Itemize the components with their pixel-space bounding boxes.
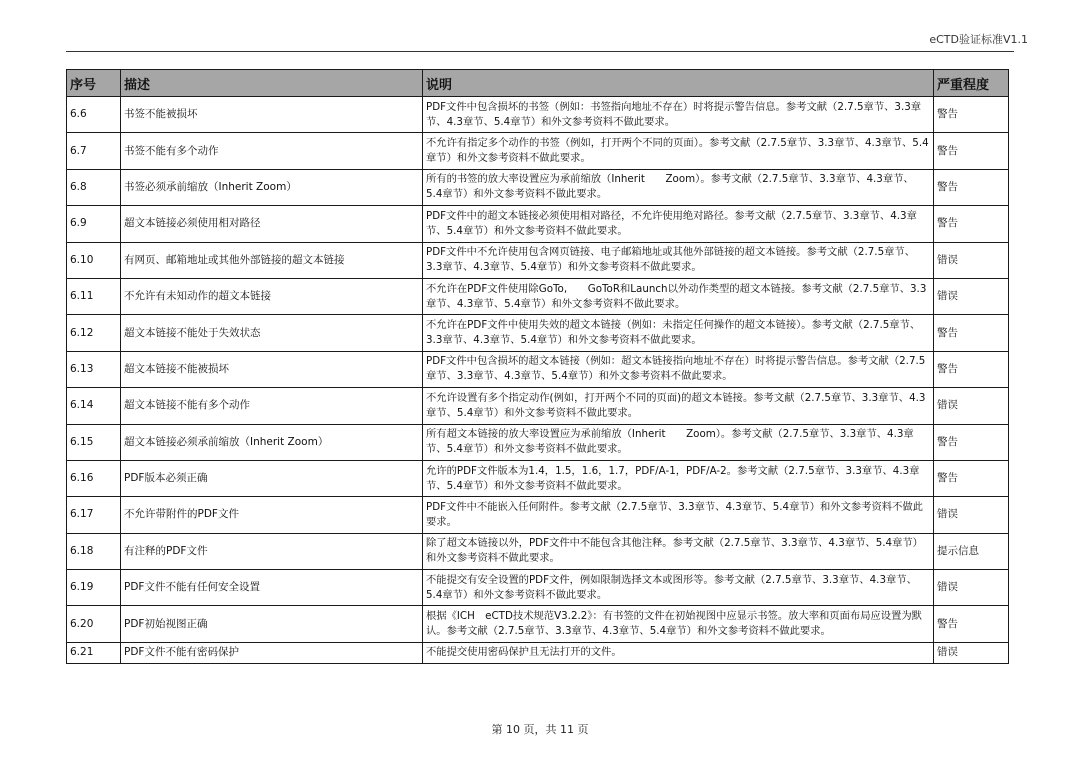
cell-description: 书签不能被损坏 xyxy=(121,97,423,133)
cell-severity: 错误 xyxy=(934,570,1009,606)
cell-severity: 警告 xyxy=(934,206,1009,242)
cell-severity: 警告 xyxy=(934,97,1009,133)
column-header-explanation: 说明 xyxy=(423,70,934,97)
cell-description: 不允许有未知动作的超文本链接 xyxy=(121,278,423,314)
cell-number: 6.6 xyxy=(67,97,121,133)
page-number-footer: 第 10 页，共 11 页 xyxy=(491,723,589,736)
cell-description: 书签必须承前缩放（Inherit Zoom） xyxy=(121,169,423,205)
header-divider xyxy=(66,51,1014,52)
cell-description: PDF文件不能有任何安全设置 xyxy=(121,570,423,606)
cell-severity: 错误 xyxy=(934,278,1009,314)
cell-explanation: 不允许在PDF文件使用除GoTo, GoToR和Launch以外动作类型的超文本链接。参考文献（2.7.5章节、3.3章节、4.3章节、5.4章节）和外文参考资料不做此要求。 xyxy=(423,278,934,314)
table-row xyxy=(67,97,1009,133)
cell-explanation: PDF文件中不允许使用包含网页链接、电子邮箱地址或其他外部链接的超文本链接。参考文献（2.7.5章节、3.3章节、4.3章节、5.4章节）和外文参考资料不做此要求。 xyxy=(423,242,934,278)
column-header-no: 序号 xyxy=(67,70,121,97)
cell-severity: 提示信息 xyxy=(934,533,1009,569)
cell-number: 6.16 xyxy=(67,460,121,496)
cell-explanation: 所有超文本链接的放大率设置应为承前缩放（Inherit Zoom）。参考文献（2.7.5章节、3.3章节、4.3章节、5.4章节）和外文参考资料不做此要求。 xyxy=(423,424,934,460)
cell-description: 不允许带附件的PDF文件 xyxy=(121,497,423,533)
table-row xyxy=(67,206,1009,242)
table-row xyxy=(67,606,1009,642)
cell-explanation: PDF文件中的超文本链接必须使用相对路径，不允许使用绝对路径。参考文献（2.7.5章节、3.3章节、4.3章节、5.4章节）和外文参考资料不做此要求。 xyxy=(423,206,934,242)
validation-criteria-table xyxy=(66,69,1009,664)
table-header-row xyxy=(67,70,1009,97)
cell-number: 6.20 xyxy=(67,606,121,642)
cell-severity: 警告 xyxy=(934,315,1009,351)
cell-severity: 警告 xyxy=(934,351,1009,387)
table-row xyxy=(67,424,1009,460)
cell-number: 6.15 xyxy=(67,424,121,460)
cell-description: 有注释的PDF文件 xyxy=(121,533,423,569)
cell-severity: 警告 xyxy=(934,460,1009,496)
table-row xyxy=(67,351,1009,387)
cell-severity: 错误 xyxy=(934,388,1009,424)
column-header-severity: 严重程度 xyxy=(934,70,1009,97)
cell-description: 有网页、邮箱地址或其他外部链接的超文本链接 xyxy=(121,242,423,278)
cell-explanation: 不允许在PDF文件中使用失效的超文本链接（例如：未指定任何操作的超文本链接）。参考文献（2.7.5章节、3.3章节、4.3章节、5.4章节）和外文参考资料不做此要求。 xyxy=(423,315,934,351)
cell-explanation: PDF文件中包含损坏的书签（例如：书签指向地址不存在）时将提示警告信息。参考文献（2.7.5章节、3.3章节、4.3章节、5.4章节）和外文参考资料不做此要求。 xyxy=(423,97,934,133)
table-row xyxy=(67,642,1009,663)
cell-number: 6.14 xyxy=(67,388,121,424)
cell-explanation: 不允许有指定多个动作的书签（例如，打开两个不同的页面）。参考文献（2.7.5章节、3.3章节、4.3章节、5.4章节）和外文参考资料不做此要求。 xyxy=(423,133,934,169)
table-row xyxy=(67,570,1009,606)
cell-description: 超文本链接必须使用相对路径 xyxy=(121,206,423,242)
cell-explanation: PDF文件中包含损坏的超文本链接（例如：超文本链接指向地址不存在）时将提示警告信息。参考文献（2.7.5章节、3.3章节、4.3章节、5.4章节）和外文参考资料不做此要求。 xyxy=(423,351,934,387)
cell-explanation: 不允许设置有多个指定动作(例如，打开两个不同的页面)的超文本链接。参考文献（2.7.5章节、3.3章节、4.3章节、5.4章节）和外文参考资料不做此要求。 xyxy=(423,388,934,424)
cell-description: 超文本链接不能被损坏 xyxy=(121,351,423,387)
cell-number: 6.13 xyxy=(67,351,121,387)
cell-severity: 警告 xyxy=(934,606,1009,642)
cell-number: 6.12 xyxy=(67,315,121,351)
cell-description: PDF初始视图正确 xyxy=(121,606,423,642)
cell-number: 6.10 xyxy=(67,242,121,278)
cell-explanation: 不能提交有安全设置的PDF文件，例如限制选择文本或图形等。参考文献（2.7.5章节、3.3章节、4.3章节、5.4章节）和外文参考资料不做此要求。 xyxy=(423,570,934,606)
cell-severity: 警告 xyxy=(934,169,1009,205)
cell-explanation: 所有的书签的放大率设置应为承前缩放（Inherit Zoom）。参考文献（2.7.5章节、3.3章节、4.3章节、5.4章节）和外文参考资料不做此要求。 xyxy=(423,169,934,205)
table-row xyxy=(67,278,1009,314)
cell-number: 6.9 xyxy=(67,206,121,242)
cell-description: 超文本链接不能有多个动作 xyxy=(121,388,423,424)
cell-number: 6.11 xyxy=(67,278,121,314)
cell-number: 6.18 xyxy=(67,533,121,569)
cell-severity: 错误 xyxy=(934,242,1009,278)
table-row xyxy=(67,133,1009,169)
document-header-title: eCTD验证标准V1.1 xyxy=(929,33,1028,46)
cell-number: 6.21 xyxy=(67,642,121,663)
table-row xyxy=(67,497,1009,533)
cell-description: 书签不能有多个动作 xyxy=(121,133,423,169)
table-row xyxy=(67,460,1009,496)
cell-explanation: 不能提交使用密码保护且无法打开的文件。 xyxy=(423,642,934,663)
table-row xyxy=(67,533,1009,569)
cell-number: 6.17 xyxy=(67,497,121,533)
cell-explanation: 允许的PDF文件版本为1.4，1.5，1.6，1.7，PDF/A-1，PDF/A-2。参考文献（2.7.5章节、3.3章节、4.3章节、5.4章节）和外文参考资料不做此要求。 xyxy=(423,460,934,496)
cell-severity: 错误 xyxy=(934,642,1009,663)
table-row xyxy=(67,388,1009,424)
cell-description: 超文本链接不能处于失效状态 xyxy=(121,315,423,351)
cell-severity: 错误 xyxy=(934,497,1009,533)
cell-description: PDF版本必须正确 xyxy=(121,460,423,496)
table-row xyxy=(67,315,1009,351)
cell-description: 超文本链接必须承前缩放（Inherit Zoom） xyxy=(121,424,423,460)
cell-number: 6.7 xyxy=(67,133,121,169)
cell-explanation: 除了超文本链接以外，PDF文件中不能包含其他注释。参考文献（2.7.5章节、3.3章节、4.3章节、5.4章节）和外文参考资料不做此要求。 xyxy=(423,533,934,569)
cell-severity: 警告 xyxy=(934,133,1009,169)
cell-explanation: PDF文件中不能嵌入任何附件。参考文献（2.7.5章节、3.3章节、4.3章节、5.4章节）和外文参考资料不做此要求。 xyxy=(423,497,934,533)
table-row xyxy=(67,242,1009,278)
cell-severity: 警告 xyxy=(934,424,1009,460)
table-row xyxy=(67,169,1009,205)
table-body xyxy=(67,97,1009,664)
cell-number: 6.8 xyxy=(67,169,121,205)
cell-number: 6.19 xyxy=(67,570,121,606)
cell-explanation: 根据《ICH eCTD技术规范V3.2.2》：有书签的文件在初始视图中应显示书签。放大率和页面布局应设置为默认。参考文献（2.7.5章节、3.3章节、4.3章节、5.4章节）和外文参考资料不做此要求。 xyxy=(423,606,934,642)
cell-description: PDF文件不能有密码保护 xyxy=(121,642,423,663)
column-header-description: 描述 xyxy=(121,70,423,97)
